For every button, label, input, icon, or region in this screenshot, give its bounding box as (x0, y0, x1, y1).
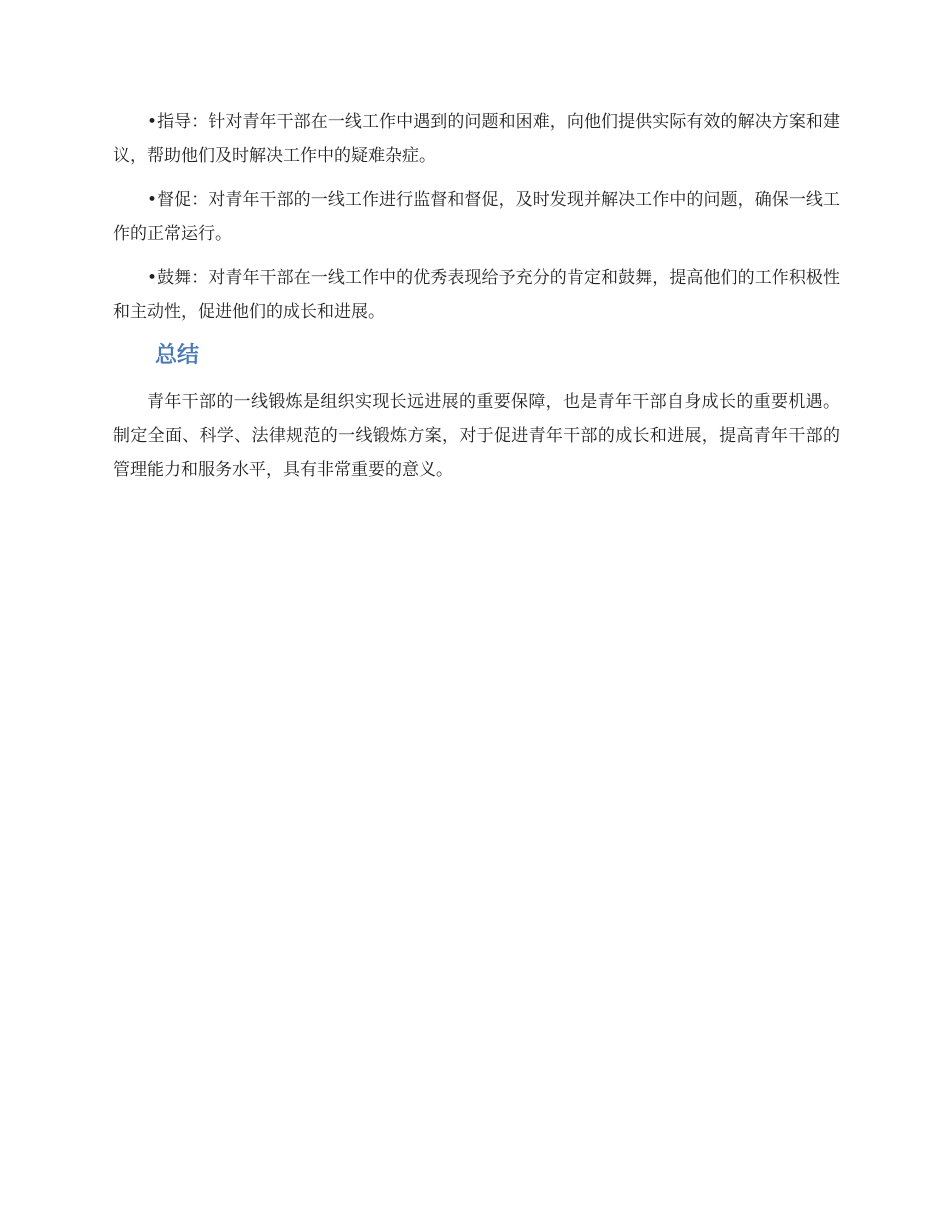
bullet-text: 督促：对青年干部的一线工作进行监督和督促，及时发现并解决工作中的问题，确保一线工作的正常运行。 (113, 190, 840, 244)
bullet-marker: • (147, 190, 158, 210)
section-heading-summary: 总结 (155, 343, 200, 368)
bullet-item-encouragement (113, 261, 840, 329)
bullet-marker: • (147, 112, 158, 132)
document-content (113, 105, 840, 495)
bullet-text: 鼓舞：对青年干部在一线工作中的优秀表现给予充分的肯定和鼓舞，提高他们的工作积极性和主动性，促进他们的成长和进展。 (113, 268, 840, 322)
bullet-text: 指导：针对青年干部在一线工作中遇到的问题和困难，向他们提供实际有效的解决方案和建议，帮助他们及时解决工作中的疑难杂症。 (113, 112, 840, 166)
bullet-marker: • (147, 268, 158, 288)
bullet-item-supervision (113, 183, 840, 251)
summary-paragraph: 青年干部的一线锻炼是组织实现长远进展的重要保障，也是青年干部自身成长的重要机遇。制定全面、科学、法律规范的一线锻炼方案，对于促进青年干部的成长和进展，提高青年干部的管理能力和服务水平，具有非常重要的意义。 (113, 392, 840, 480)
bullet-item-guidance (113, 105, 840, 173)
